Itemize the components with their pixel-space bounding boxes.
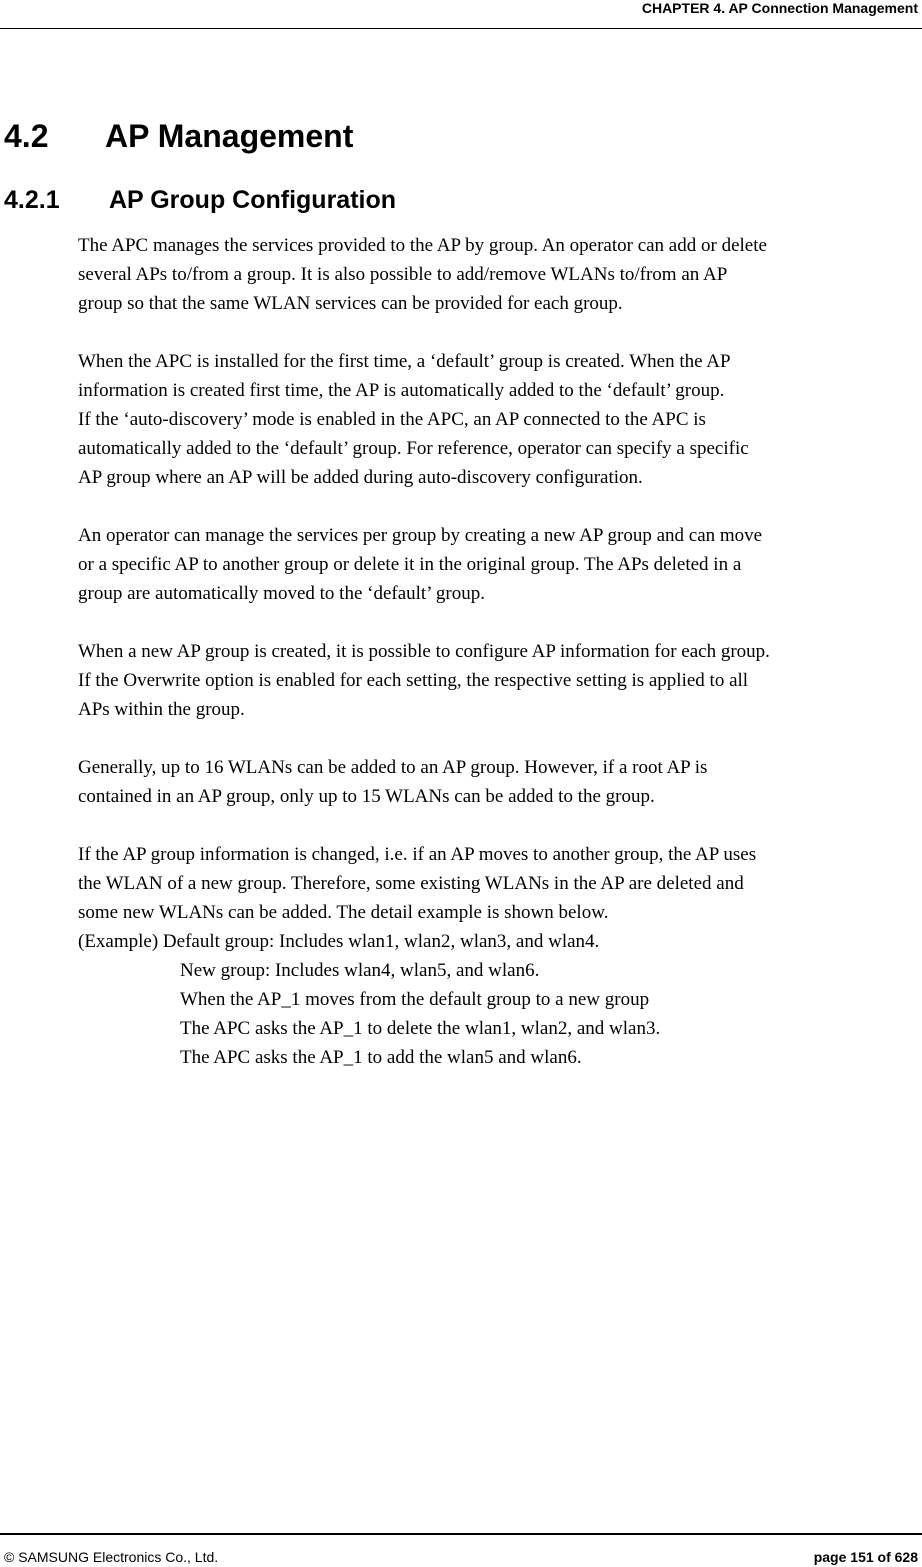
text-line: the WLAN of a new group. Therefore, some existing WLANs in the AP are deleted and <box>78 873 744 894</box>
paragraph-manage-services <box>78 521 918 608</box>
section-title: AP Management <box>105 118 354 154</box>
body-text <box>78 231 918 1072</box>
subsection-title: AP Group Configuration <box>109 186 397 214</box>
example-line: The APC asks the AP_1 to add the wlan5 and wlan6. <box>180 1047 582 1068</box>
example-line: (Example) Default group: Includes wlan1, wlan2, wlan3, and wlan4. <box>78 931 600 952</box>
text-line: Generally, up to 16 WLANs can be added to an AP group. However, if a root AP is <box>78 757 708 778</box>
text-line: AP group where an AP will be added during auto-discovery configuration. <box>78 467 643 488</box>
paragraph-default-group <box>78 347 918 492</box>
text-line: The APC manages the services provided to the AP by group. An operator can add or delete <box>78 235 767 256</box>
text-line: some new WLANs can be added. The detail example is shown below. <box>78 902 609 923</box>
text-line: several APs to/from a group. It is also possible to add/remove WLANs to/from an AP <box>78 264 728 285</box>
text-line: If the AP group information is changed, i.e. if an AP moves to another group, the AP uses <box>78 844 757 865</box>
paragraph-new-group <box>78 637 918 724</box>
text-line: When a new AP group is created, it is possible to configure AP information for each group. <box>78 641 770 662</box>
text-line: APs within the group. <box>78 699 245 720</box>
subsection-heading <box>4 184 396 216</box>
copyright-text: © SAMSUNG Electronics Co., Ltd. <box>4 1549 219 1565</box>
example-line: The APC asks the AP_1 to delete the wlan1, wlan2, and wlan3. <box>180 1018 661 1039</box>
text-line: An operator can manage the services per group by creating a new AP group and can move <box>78 525 763 546</box>
page-footer <box>0 1533 922 1567</box>
paragraph-group-change <box>78 840 918 927</box>
chapter-title: CHAPTER 4. AP Connection Management <box>641 0 918 16</box>
text-line: automatically added to the ‘default’ group. For reference, operator can specify a specific <box>78 438 749 459</box>
subsection-number: 4.2.1 <box>4 186 60 214</box>
text-line: or a specific AP to another group or delete it in the original group. The APs deleted in a <box>78 554 742 575</box>
text-line: When the APC is installed for the first time, a ‘default’ group is created. When the AP <box>78 351 731 372</box>
section-number: 4.2 <box>4 118 49 154</box>
text-line: If the Overwrite option is enabled for each setting, the respective setting is applied to all <box>78 670 749 691</box>
text-line: information is created first time, the AP is automatically added to the ‘default’ group. <box>78 380 725 401</box>
text-line: group so that the same WLAN services can be provided for each group. <box>78 293 623 314</box>
text-line: contained in an AP group, only up to 15 WLANs can be added to the group. <box>78 786 655 807</box>
page-header <box>0 0 922 29</box>
paragraph-intro <box>78 231 918 318</box>
example-block <box>78 927 918 1072</box>
text-line: group are automatically moved to the ‘default’ group. <box>78 583 485 604</box>
page-number: page 151 of 628 <box>813 1549 918 1565</box>
text-line: If the ‘auto-discovery’ mode is enabled in the APC, an AP connected to the APC is <box>78 409 706 430</box>
paragraph-wlan-limit <box>78 753 918 811</box>
section-heading <box>4 116 353 156</box>
example-line: New group: Includes wlan4, wlan5, and wlan6. <box>180 960 540 981</box>
example-line: When the AP_1 moves from the default group to a new group <box>180 989 650 1010</box>
